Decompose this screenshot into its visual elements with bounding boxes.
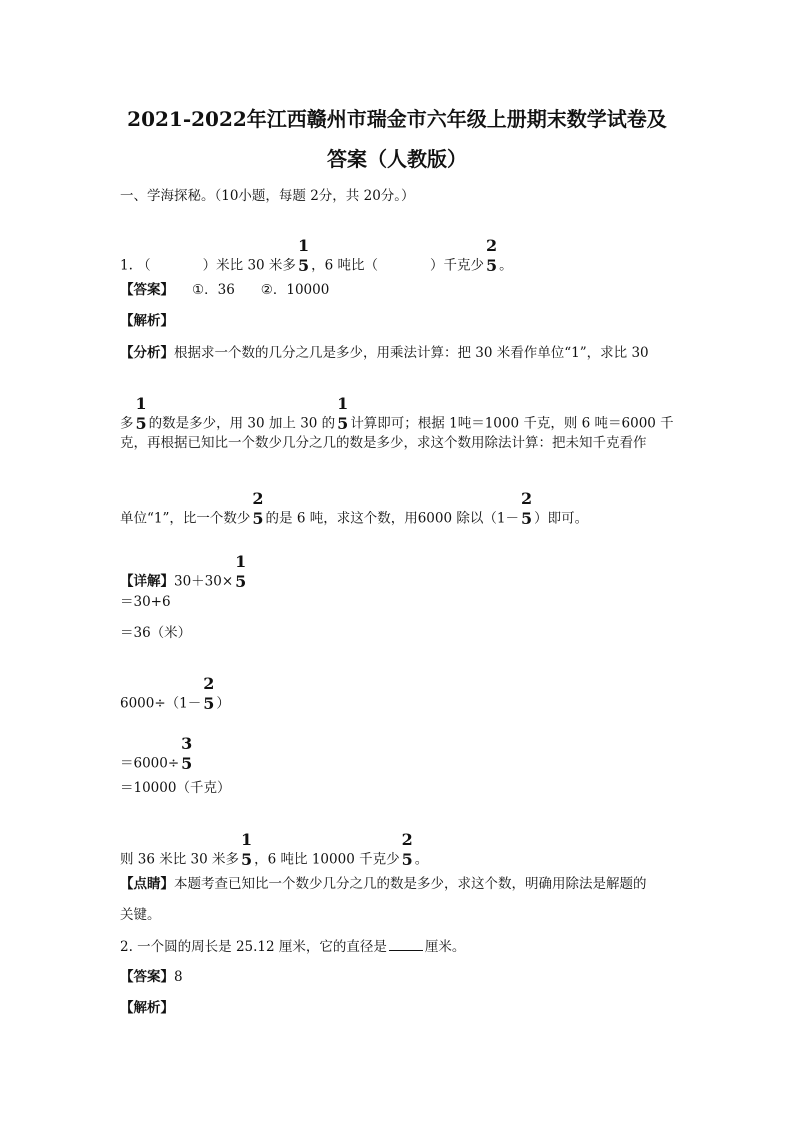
fraction-denominator: 5 xyxy=(337,414,349,433)
fraction-denominator: 5 xyxy=(252,509,264,528)
fraction-numerator: 1 xyxy=(235,552,247,571)
q1-stem-part: 。 xyxy=(499,257,513,274)
q1-analysis-line-1 xyxy=(120,344,649,362)
detail-text: ＝6000÷ xyxy=(120,755,180,772)
q2-stem-part: 厘米。 xyxy=(424,939,466,955)
fraction-numerator: 1 xyxy=(241,830,253,849)
q1-detail-line-2: ＝30+6 xyxy=(120,594,171,610)
conclusion-text: 。 xyxy=(414,851,429,868)
question-2-stem xyxy=(120,937,465,956)
detail-text: 30＋30× xyxy=(174,573,234,590)
fraction-denominator: 5 xyxy=(297,256,310,275)
fraction-one-fifth xyxy=(235,552,246,592)
q1-conclusion xyxy=(120,830,429,880)
q2-answer xyxy=(120,968,183,986)
q1-detail-line-6: ＝10000（千克） xyxy=(120,780,231,796)
fraction-denominator: 5 xyxy=(235,572,247,591)
fraction-numerator: 2 xyxy=(401,830,413,849)
analysis-text: ）即可。 xyxy=(534,510,589,527)
q1-stem-part: ）千克少 xyxy=(429,257,484,274)
q1-jiexi-label: 【解析】 xyxy=(120,313,174,329)
dianjing-label: 【点睛】 xyxy=(120,876,174,892)
analysis-text: 的是 6 吨，求这个数，用6000 除以（1－ xyxy=(265,510,519,527)
answer-label: 【答案】 xyxy=(120,969,174,985)
analysis-text: 的数是多少，用 30 加上 30 的 xyxy=(148,415,336,432)
fraction-numerator: 2 xyxy=(252,489,264,508)
fraction-two-fifths xyxy=(203,674,214,714)
document-title-line-2: 答案（人教版） xyxy=(327,147,467,171)
answer-value: 8 xyxy=(174,969,183,985)
analysis-text: 多 xyxy=(120,415,134,432)
q1-stem-part: ，6 吨比（ xyxy=(311,257,378,274)
fraction-denominator: 5 xyxy=(135,414,147,433)
answer-value-2: ②．10000 xyxy=(260,282,330,298)
q2-jiexi-label: 【解析】 xyxy=(120,1000,174,1016)
fraction-numerator: 1 xyxy=(135,394,147,413)
analysis-text: 单位“1”，比一个数少 xyxy=(120,510,251,527)
q1-analysis-line-4 xyxy=(120,489,589,539)
answer-blank xyxy=(389,937,423,951)
conclusion-text: 则 36 米比 30 米多 xyxy=(120,851,240,868)
fraction-numerator: 1 xyxy=(337,394,349,413)
fraction-numerator: 2 xyxy=(485,236,498,255)
q1-dianjing-line-2: 关键。 xyxy=(120,907,161,923)
q1-detail-line-3: ＝36（米） xyxy=(120,625,192,641)
detail-text: ） xyxy=(216,695,230,712)
detail-text: 6000÷（1－ xyxy=(120,695,202,712)
conclusion-text: ，6 吨比 10000 千克少 xyxy=(254,851,400,868)
detail-label: 【详解】 xyxy=(120,573,174,590)
fraction-denominator: 5 xyxy=(181,754,193,773)
fraction-numerator: 1 xyxy=(297,236,310,255)
fraction-one-fifth xyxy=(298,236,309,276)
fraction-two-fifths xyxy=(402,830,413,870)
q1-analysis-line-3: 克，再根据已知比一个数少几分之几的数是多少，求这个数用除法计算：把未知千克看作 xyxy=(120,435,647,451)
fraction-numerator: 2 xyxy=(203,674,215,693)
fraction-denominator: 5 xyxy=(203,694,215,713)
fraction-denominator: 5 xyxy=(520,509,533,528)
answer-label: 【答案】 xyxy=(120,282,174,298)
q1-answer xyxy=(120,281,329,299)
q1-stem-part: 1. （ xyxy=(120,257,151,274)
analysis-label: 【分析】 xyxy=(120,345,174,361)
q1-stem-part: ）米比 30 米多 xyxy=(202,257,296,274)
fraction-denominator: 5 xyxy=(485,256,498,275)
section-heading: 一、学海探秘。（10小题，每题 2分，共 20分。） xyxy=(120,188,415,204)
fraction-two-fifths xyxy=(252,489,263,529)
analysis-text: 根据求一个数的几分之几是多少，用乘法计算：把 30 米看作单位“1”，求比 30 xyxy=(174,345,649,361)
q1-detail-line-5 xyxy=(120,734,194,784)
fraction-one-fifth xyxy=(241,830,252,870)
q2-stem-part: 2. 一个圆的周长是 25.12 厘米，它的直径是 xyxy=(120,939,387,955)
fraction-one-fifth xyxy=(337,394,348,434)
analysis-text: 计算即可；根据 1吨＝1000 千克，则 6 吨＝6000 千 xyxy=(350,415,674,432)
fraction-two-fifths xyxy=(521,489,532,529)
fraction-one-fifth xyxy=(136,394,147,434)
dianjing-text: 本题考查已知比一个数少几分之几的数是多少，求这个数，明确用除法是解题的 xyxy=(174,876,647,892)
fraction-three-fifths xyxy=(181,734,192,774)
answer-value-1: ①．36 xyxy=(192,282,235,298)
fraction-denominator: 5 xyxy=(401,850,413,869)
fraction-denominator: 5 xyxy=(241,850,253,869)
fraction-two-fifths xyxy=(486,236,497,276)
fraction-numerator: 3 xyxy=(181,734,193,753)
q1-dianjing-line-1 xyxy=(120,875,647,893)
fraction-numerator: 2 xyxy=(520,489,533,508)
question-1-stem xyxy=(120,236,513,286)
document-title-line-1: 2021-2022年江西赣州市瑞金市六年级上册期末数学试卷及 xyxy=(127,107,667,131)
q1-detail-line-4 xyxy=(120,674,230,724)
